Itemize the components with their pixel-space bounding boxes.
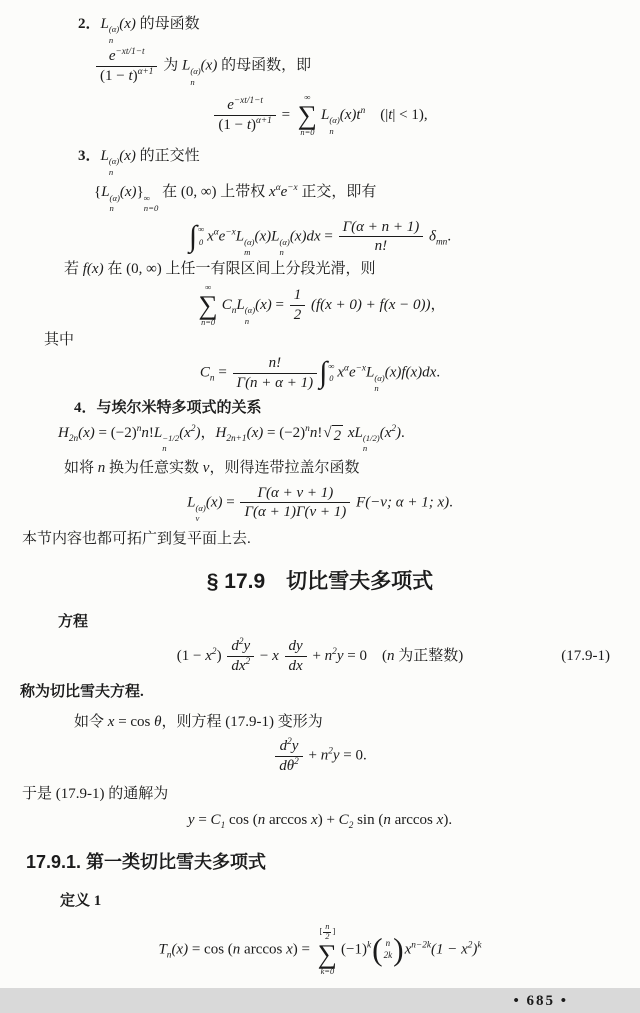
subsection-header: 17.9.1. 第一类切比雪夫多项式: [26, 852, 267, 873]
para-generating-intro: $\frac{e^{-xt/1-t}}{(1 - t)^{\alpha+1}}$ 为 L (α) n (x) 的母函数，即: [0, 47, 640, 87]
display-chebyshev-definition: $T_n(x) = \cos (n$ arccos x) = [ $\frac{n}{2}$ ] ∑ k=0 $(-1)^k$ ( n 2k ) $x^{n-2k}(1 - x^2)^k$: [158, 922, 482, 977]
display-series-expansion: ∞ ∑ n=0 $C_nL$ (α) n (x) = $\frac{1}{2}$ (f(x + 0) + f(x − 0))，: [198, 283, 446, 328]
display-orthogonality: ∫ ∞ 0 $x^\alpha e^{-x}L$ (α) m (x)L (α) n (x)dx = $\frac{\Gamma(\alpha + n + 1)}{n!}$ $\delta_{mn}$.: [188, 218, 452, 257]
section-header: § 17.9 切比雪夫多项式: [206, 570, 434, 594]
display-associated-laguerre-function: L (α) ν (x) = $\frac{\Gamma(\alpha + \nu + 1)}{\Gamma(\alpha + 1)\Gamma(\nu + 1)}$ F(−ν; α + 1; x).: [187, 484, 453, 523]
display-coefficient: $C_n$ = $\frac{n!}{\Gamma(n + \alpha + 1)}$ ∫ ∞ 0 $x^\alpha e^{-x}L$ (α) n (x)f(x)dx.: [199, 354, 441, 394]
item-4-heading: 4．与埃尔米特多项式的关系: [74, 399, 262, 416]
chebyshev-equation-formula: $(1 - x^2)$ $\frac{d^2y}{dx^2}$ − x $\frac{dy}{dx}$ + $n^2y = 0$ (n 为正整数): [176, 637, 464, 675]
display-chebyshev-equation: [0, 637, 640, 676]
para-called-chebyshev-equation: 称为切比雪夫方程.: [20, 683, 144, 700]
para-orthogonality-intro: {L (α) n (x)} ∞ n=0 在 (0, ∞) 上带权 $x^\alpha e^{-x}$ 正交，即有: [94, 183, 377, 214]
display-general-solution: $y = C_1$ cos (n $\arccos x) + C_2$ sin (n arccos x).: [187, 811, 453, 831]
item-2-heading: 2．L (α) n (x) 的母函数: [78, 16, 200, 45]
para-hermite-relation: $H_{2n}(x) = (-2)^nn!L$ −1/2 n $(x^2)$，$H_{2n+1}(x) = (-2)^nn$! √ 2 xL (1/2) n $(x^2)$.: [58, 423, 405, 454]
page-number: • 685 •: [513, 993, 568, 1010]
display-generating-function: $\frac{e^{-xt/1-t}}{(1 - t)^{\alpha+1}}$ = ∞ ∑ n=0 L (α) n $(x)t^n$ (|t| < 1),: [0, 93, 640, 138]
para-definition-label: 定义 1: [60, 893, 102, 910]
equation-number: (17.9-1): [561, 647, 610, 664]
para-where: 其中: [44, 332, 75, 349]
display-transformed-equation: $\frac{d^2y}{d\theta^2}$ + $n^2y = 0$.: [0, 737, 640, 776]
para-replace-n-by-nu: 如将 n 换为任意实数 ν，则得连带拉盖尔函数: [64, 459, 360, 476]
para-substitution: 如令 x = cos θ，则方程 (17.9-1) 变形为: [74, 713, 323, 730]
item-3-heading: 3．L (α) n (x) 的正交性: [78, 148, 200, 177]
para-general-solution-intro: 于是 (17.9-1) 的通解为: [22, 785, 169, 802]
para-equation-label: 方程: [58, 613, 89, 630]
para-piecewise-smooth: 若 f(x) 在 (0, ∞) 上任一有限区间上分段光滑，则: [64, 261, 376, 278]
para-complex-plane-note: 本节内容也都可拓广到复平面上去.: [22, 531, 251, 548]
